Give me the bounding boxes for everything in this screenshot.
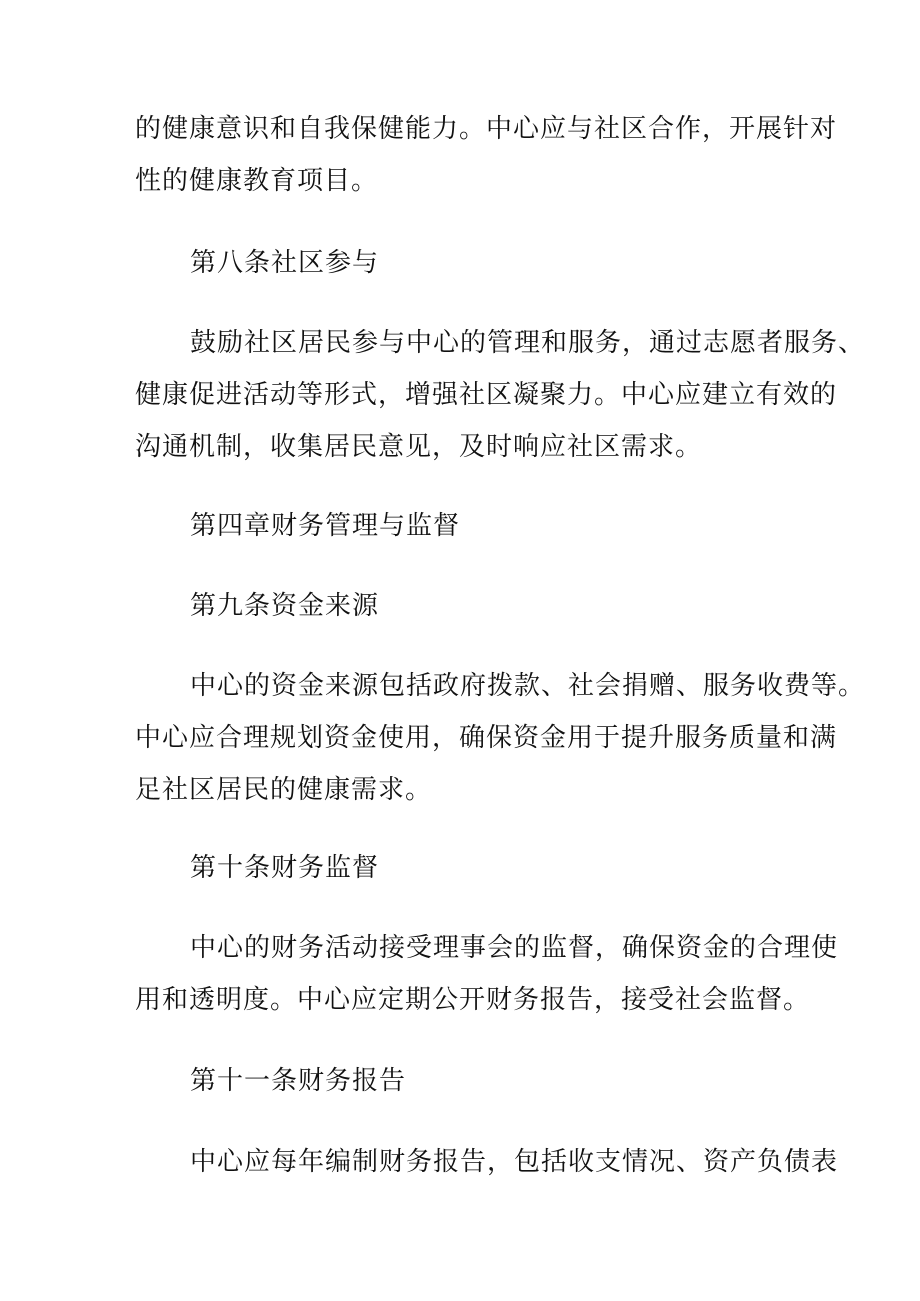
paragraph-financial-supervision xyxy=(135,922,839,1026)
text-line: 沟通机制，收集居民意见，及时响应社区需求。 xyxy=(135,432,703,462)
heading-text: 第九条资金来源 xyxy=(190,591,380,621)
text-line: 中心应每年编制财务报告，包括收支情况、资产负债表 xyxy=(190,1147,839,1177)
text-line: 中心的资金来源包括政府拨款、社会捐赠、服务收费等。 xyxy=(190,671,866,701)
heading-text: 第十一条财务报告 xyxy=(190,1066,407,1096)
article-9-heading xyxy=(135,580,800,632)
article-11-heading xyxy=(135,1055,800,1107)
heading-text: 第八条社区参与 xyxy=(190,248,380,278)
paragraph-financial-report xyxy=(135,1136,839,1188)
paragraph-community-participation xyxy=(135,317,866,473)
text-line: 用和透明度。中心应定期公开财务报告，接受社会监督。 xyxy=(135,985,811,1015)
text-line: 鼓励社区居民参与中心的管理和服务，通过志愿者服务、 xyxy=(190,328,866,358)
article-10-heading xyxy=(135,842,800,894)
heading-text: 第四章财务管理与监督 xyxy=(190,511,461,541)
article-8-heading xyxy=(135,237,800,289)
text-line: 的健康意识和自我保健能力。中心应与社区合作，开展针对 xyxy=(135,114,838,144)
heading-text: 第十条财务监督 xyxy=(190,853,380,883)
paragraph-funding-sources xyxy=(135,660,866,816)
text-line: 性的健康教育项目。 xyxy=(135,166,379,196)
chapter-4-heading xyxy=(135,500,800,552)
text-line: 中心的财务活动接受理事会的监督，确保资金的合理使 xyxy=(190,933,839,963)
text-line: 足社区居民的健康需求。 xyxy=(135,775,433,805)
text-line: 健康促进活动等形式，增强社区凝聚力。中心应建立有效的 xyxy=(135,380,838,410)
text-line: 中心应合理规划资金使用，确保资金用于提升服务质量和满 xyxy=(135,723,838,753)
paragraph-health-education xyxy=(135,103,838,207)
